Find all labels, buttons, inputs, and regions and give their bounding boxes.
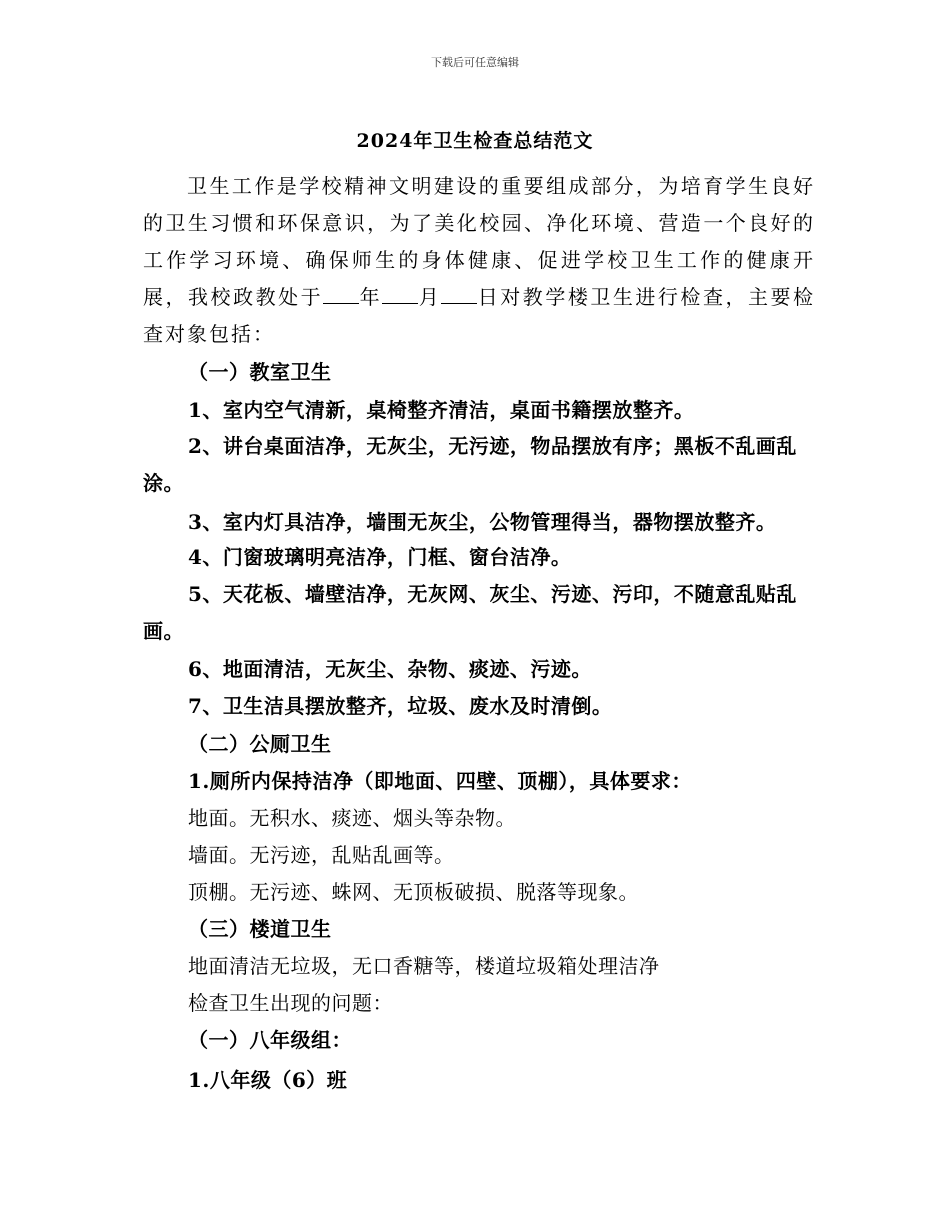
intro-paragraph: [143, 168, 815, 353]
list-item: 4、门窗玻璃明亮洁净，门框、窗台洁净。: [188, 545, 572, 569]
intro-text-2: 日对教学楼卫生进行检查，主要检查对象包括：: [143, 285, 816, 346]
header-note: 下载后可任意编辑: [431, 56, 519, 69]
section-heading-toilet: （二）公厕卫生: [188, 732, 332, 756]
list-item: 地面清洁无垃圾，无口香糖等，楼道垃圾箱处理洁净: [188, 954, 660, 978]
blank-year: [323, 285, 359, 304]
section-heading-corridor: （三）楼道卫生: [188, 917, 332, 941]
subheading-toilet: 1.厕所内保持洁净（即地面、四壁、顶棚），具体要求：: [188, 769, 692, 793]
list-item: 1、室内空气清新，桌椅整齐清洁，桌面书籍摆放整齐。: [188, 398, 695, 422]
list-item: 3、室内灯具洁净，墙围无灰尘，公物管理得当，器物摆放整齐。: [188, 510, 777, 534]
list-item: 顶棚。无污迹、蛛网、无顶板破损、脱落等现象。: [188, 880, 639, 904]
list-item: 检查卫生出现的问题：: [188, 991, 393, 1015]
list-item: 墙面。无污迹，乱贴乱画等。: [188, 843, 455, 867]
list-item: 7、卫生洁具摆放整齐，垃圾、废水及时清倒。: [188, 694, 613, 718]
list-item: 地面。无积水、痰迹、烟头等杂物。: [188, 806, 516, 830]
blank-month: [382, 285, 418, 304]
subheading-class: 1.八年级（6）班: [188, 1068, 348, 1092]
blank-day: [441, 285, 477, 304]
document-title: 2024年卫生检查总结范文: [356, 130, 594, 152]
month-label: 月: [418, 285, 442, 309]
section-heading-classroom: （一）教室卫生: [188, 360, 332, 384]
section-heading-grade8: （一）八年级组：: [188, 1028, 352, 1052]
intro-text-1: 卫生工作是学校精神文明建设的重要组成部分，为培育学生良好的卫生习惯和环保意识，为了美化校园、净化环境、营造一个良好的工作学习环境、确保师生的身体健康、促进学校卫生工作的健康开展，我校政教处于: [143, 174, 815, 309]
year-label: 年: [359, 285, 383, 309]
list-item: 2、讲台桌面洁净，无灰尘，无污迹，物品摆放有序；黑板不乱画乱涂。: [143, 434, 797, 495]
list-item: 5、天花板、墙壁洁净，无灰网、灰尘、污迹、污印，不随意乱贴乱画。: [143, 582, 797, 643]
list-item: 6、地面清洁，无灰尘、杂物、痰迹、污迹。: [188, 657, 592, 681]
